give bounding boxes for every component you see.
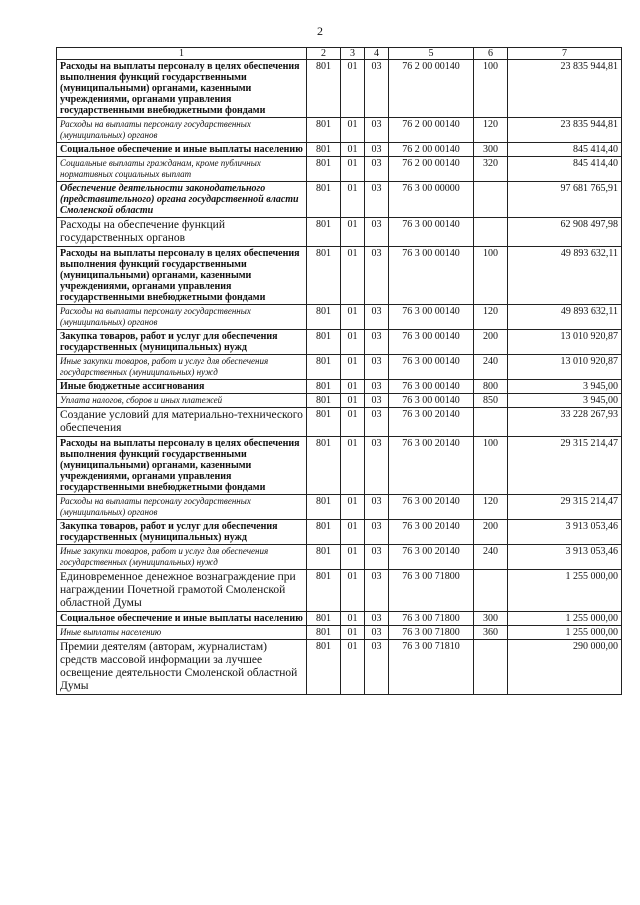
row-amount: 49 893 632,11 — [508, 305, 622, 330]
table-body — [57, 60, 622, 695]
row-name: Иные выплаты населению — [57, 626, 307, 640]
row-section: 01 — [341, 520, 365, 545]
row-subsection: 03 — [365, 394, 389, 408]
table-row — [57, 380, 622, 394]
table-row — [57, 640, 622, 695]
row-expense-type: 240 — [474, 545, 508, 570]
row-name: Расходы на выплаты персоналу государственных (муниципальных) органов — [57, 118, 307, 143]
row-section: 01 — [341, 495, 365, 520]
table-row — [57, 157, 622, 182]
row-amount: 3 913 053,46 — [508, 520, 622, 545]
row-ministry-code: 801 — [307, 355, 341, 380]
row-subsection: 03 — [365, 157, 389, 182]
row-target-article: 76 3 00 00140 — [389, 330, 474, 355]
row-amount: 1 255 000,00 — [508, 626, 622, 640]
row-subsection: 03 — [365, 408, 389, 437]
table-header-row — [57, 48, 622, 60]
header-col-1: 1 — [57, 48, 307, 60]
row-expense-type: 320 — [474, 157, 508, 182]
row-target-article: 76 3 00 00000 — [389, 182, 474, 218]
row-subsection: 03 — [365, 355, 389, 380]
row-target-article: 76 3 00 20140 — [389, 495, 474, 520]
row-name: Обеспечение деятельности законодательного (представительного) органа государственной власти Смоленской области — [57, 182, 307, 218]
row-name: Иные закупки товаров, работ и услуг для обеспечения государственных (муниципальных) нужд — [57, 545, 307, 570]
table-row — [57, 495, 622, 520]
row-subsection: 03 — [365, 626, 389, 640]
row-name: Расходы на выплаты персоналу в целях обеспечения выполнения функций государственными (муниципальными) органами, казенными учреждениями, органами управления государственными внебюджетными фондами — [57, 60, 307, 118]
row-target-article: 76 3 00 00140 — [389, 394, 474, 408]
row-target-article: 76 3 00 71800 — [389, 626, 474, 640]
row-ministry-code: 801 — [307, 380, 341, 394]
row-section: 01 — [341, 157, 365, 182]
row-ministry-code: 801 — [307, 437, 341, 495]
row-subsection: 03 — [365, 330, 389, 355]
row-expense-type — [474, 182, 508, 218]
table-row — [57, 626, 622, 640]
row-name: Премии деятелям (авторам, журналистам) средств массовой информации за лучшее освещение деятельности Смоленской областной Думы — [57, 640, 307, 695]
row-expense-type: 120 — [474, 495, 508, 520]
row-ministry-code: 801 — [307, 118, 341, 143]
row-amount: 845 414,40 — [508, 143, 622, 157]
row-expense-type: 100 — [474, 247, 508, 305]
table-row — [57, 520, 622, 545]
row-expense-type: 200 — [474, 330, 508, 355]
row-ministry-code: 801 — [307, 520, 341, 545]
row-section: 01 — [341, 640, 365, 695]
row-section: 01 — [341, 408, 365, 437]
row-amount: 3 913 053,46 — [508, 545, 622, 570]
row-target-article: 76 3 00 00140 — [389, 380, 474, 394]
row-name: Социальное обеспечение и иные выплаты населению — [57, 612, 307, 626]
table-row — [57, 143, 622, 157]
row-ministry-code: 801 — [307, 218, 341, 247]
row-expense-type — [474, 408, 508, 437]
row-target-article: 76 3 00 71800 — [389, 612, 474, 626]
row-ministry-code: 801 — [307, 408, 341, 437]
row-ministry-code: 801 — [307, 640, 341, 695]
row-amount: 3 945,00 — [508, 394, 622, 408]
row-expense-type — [474, 218, 508, 247]
row-name: Социальные выплаты гражданам, кроме публичных нормативных социальных выплат — [57, 157, 307, 182]
row-target-article: 76 3 00 00140 — [389, 305, 474, 330]
row-expense-type: 240 — [474, 355, 508, 380]
budget-table — [56, 47, 622, 695]
row-section: 01 — [341, 437, 365, 495]
row-amount: 97 681 765,91 — [508, 182, 622, 218]
row-amount: 29 315 214,47 — [508, 437, 622, 495]
row-target-article: 76 3 00 71810 — [389, 640, 474, 695]
row-target-article: 76 2 00 00140 — [389, 157, 474, 182]
table-row — [57, 545, 622, 570]
table-row — [57, 394, 622, 408]
row-ministry-code: 801 — [307, 247, 341, 305]
row-amount: 290 000,00 — [508, 640, 622, 695]
header-col-4: 4 — [365, 48, 389, 60]
row-amount: 3 945,00 — [508, 380, 622, 394]
row-subsection: 03 — [365, 520, 389, 545]
row-section: 01 — [341, 626, 365, 640]
row-section: 01 — [341, 182, 365, 218]
row-section: 01 — [341, 218, 365, 247]
row-section: 01 — [341, 394, 365, 408]
row-amount: 1 255 000,00 — [508, 612, 622, 626]
row-name: Уплата налогов, сборов и иных платежей — [57, 394, 307, 408]
row-subsection: 03 — [365, 495, 389, 520]
row-expense-type: 850 — [474, 394, 508, 408]
header-col-5: 5 — [389, 48, 474, 60]
row-expense-type — [474, 640, 508, 695]
row-section: 01 — [341, 355, 365, 380]
row-ministry-code: 801 — [307, 612, 341, 626]
row-name: Социальное обеспечение и иные выплаты населению — [57, 143, 307, 157]
header-col-2: 2 — [307, 48, 341, 60]
row-ministry-code: 801 — [307, 570, 341, 612]
table-row — [57, 60, 622, 118]
row-subsection: 03 — [365, 60, 389, 118]
row-amount: 29 315 214,47 — [508, 495, 622, 520]
row-target-article: 76 3 00 20140 — [389, 408, 474, 437]
row-amount: 23 835 944,81 — [508, 118, 622, 143]
table-row — [57, 218, 622, 247]
row-subsection: 03 — [365, 570, 389, 612]
row-expense-type: 120 — [474, 118, 508, 143]
table-row — [57, 182, 622, 218]
row-target-article: 76 3 00 20140 — [389, 437, 474, 495]
row-name: Расходы на обеспечение функций государственных органов — [57, 218, 307, 247]
row-amount: 13 010 920,87 — [508, 330, 622, 355]
table-row — [57, 330, 622, 355]
row-expense-type: 800 — [474, 380, 508, 394]
row-section: 01 — [341, 247, 365, 305]
row-section: 01 — [341, 60, 365, 118]
row-subsection: 03 — [365, 143, 389, 157]
row-subsection: 03 — [365, 218, 389, 247]
row-name: Создание условий для материально-технического обеспечения — [57, 408, 307, 437]
row-name: Иные закупки товаров, работ и услуг для обеспечения государственных (муниципальных) нужд — [57, 355, 307, 380]
table-row — [57, 612, 622, 626]
row-amount: 1 255 000,00 — [508, 570, 622, 612]
row-target-article: 76 3 00 20140 — [389, 520, 474, 545]
row-name: Закупка товаров, работ и услуг для обеспечения государственных (муниципальных) нужд — [57, 520, 307, 545]
row-ministry-code: 801 — [307, 394, 341, 408]
row-amount: 845 414,40 — [508, 157, 622, 182]
row-section: 01 — [341, 143, 365, 157]
table-row — [57, 247, 622, 305]
table-row — [57, 437, 622, 495]
row-name: Расходы на выплаты персоналу государственных (муниципальных) органов — [57, 305, 307, 330]
row-name: Расходы на выплаты персоналу в целях обеспечения выполнения функций государственными (муниципальными) органами, казенными учреждениями, органами управления государственными внебюджетными фондами — [57, 247, 307, 305]
row-subsection: 03 — [365, 305, 389, 330]
row-ministry-code: 801 — [307, 305, 341, 330]
header-col-7: 7 — [508, 48, 622, 60]
row-ministry-code: 801 — [307, 545, 341, 570]
row-target-article: 76 3 00 00140 — [389, 218, 474, 247]
row-expense-type: 100 — [474, 437, 508, 495]
row-section: 01 — [341, 612, 365, 626]
row-section: 01 — [341, 570, 365, 612]
header-col-3: 3 — [341, 48, 365, 60]
table-row — [57, 355, 622, 380]
row-subsection: 03 — [365, 437, 389, 495]
row-expense-type: 360 — [474, 626, 508, 640]
row-amount: 49 893 632,11 — [508, 247, 622, 305]
row-ministry-code: 801 — [307, 157, 341, 182]
table-row — [57, 408, 622, 437]
row-section: 01 — [341, 305, 365, 330]
row-name: Расходы на выплаты персоналу в целях обеспечения выполнения функций государственными (муниципальными) органами, казенными учреждениями, органами управления государственными внебюджетными фондами — [57, 437, 307, 495]
row-amount: 23 835 944,81 — [508, 60, 622, 118]
header-col-6: 6 — [474, 48, 508, 60]
row-target-article: 76 3 00 20140 — [389, 545, 474, 570]
row-expense-type: 200 — [474, 520, 508, 545]
row-ministry-code: 801 — [307, 182, 341, 218]
row-target-article: 76 2 00 00140 — [389, 143, 474, 157]
row-ministry-code: 801 — [307, 143, 341, 157]
row-ministry-code: 801 — [307, 330, 341, 355]
row-amount: 62 908 497,98 — [508, 218, 622, 247]
row-ministry-code: 801 — [307, 60, 341, 118]
row-expense-type: 120 — [474, 305, 508, 330]
row-expense-type — [474, 570, 508, 612]
row-expense-type: 300 — [474, 143, 508, 157]
row-expense-type: 300 — [474, 612, 508, 626]
row-name: Иные бюджетные ассигнования — [57, 380, 307, 394]
row-ministry-code: 801 — [307, 626, 341, 640]
row-name: Расходы на выплаты персоналу государственных (муниципальных) органов — [57, 495, 307, 520]
row-subsection: 03 — [365, 247, 389, 305]
row-target-article: 76 2 00 00140 — [389, 118, 474, 143]
row-ministry-code: 801 — [307, 495, 341, 520]
row-name: Единовременное денежное вознаграждение при награждении Почетной грамотой Смоленской областной Думы — [57, 570, 307, 612]
row-section: 01 — [341, 545, 365, 570]
table-row — [57, 305, 622, 330]
row-target-article: 76 3 00 71800 — [389, 570, 474, 612]
row-subsection: 03 — [365, 640, 389, 695]
row-subsection: 03 — [365, 182, 389, 218]
page-number: 2 — [317, 24, 323, 38]
row-amount: 13 010 920,87 — [508, 355, 622, 380]
row-name: Закупка товаров, работ и услуг для обеспечения государственных (муниципальных) нужд — [57, 330, 307, 355]
row-expense-type: 100 — [474, 60, 508, 118]
row-target-article: 76 2 00 00140 — [389, 60, 474, 118]
row-section: 01 — [341, 330, 365, 355]
row-section: 01 — [341, 118, 365, 143]
row-subsection: 03 — [365, 118, 389, 143]
table-row — [57, 118, 622, 143]
row-subsection: 03 — [365, 380, 389, 394]
row-amount: 33 228 267,93 — [508, 408, 622, 437]
row-subsection: 03 — [365, 612, 389, 626]
table-row — [57, 570, 622, 612]
row-subsection: 03 — [365, 545, 389, 570]
row-target-article: 76 3 00 00140 — [389, 355, 474, 380]
row-section: 01 — [341, 380, 365, 394]
row-target-article: 76 3 00 00140 — [389, 247, 474, 305]
